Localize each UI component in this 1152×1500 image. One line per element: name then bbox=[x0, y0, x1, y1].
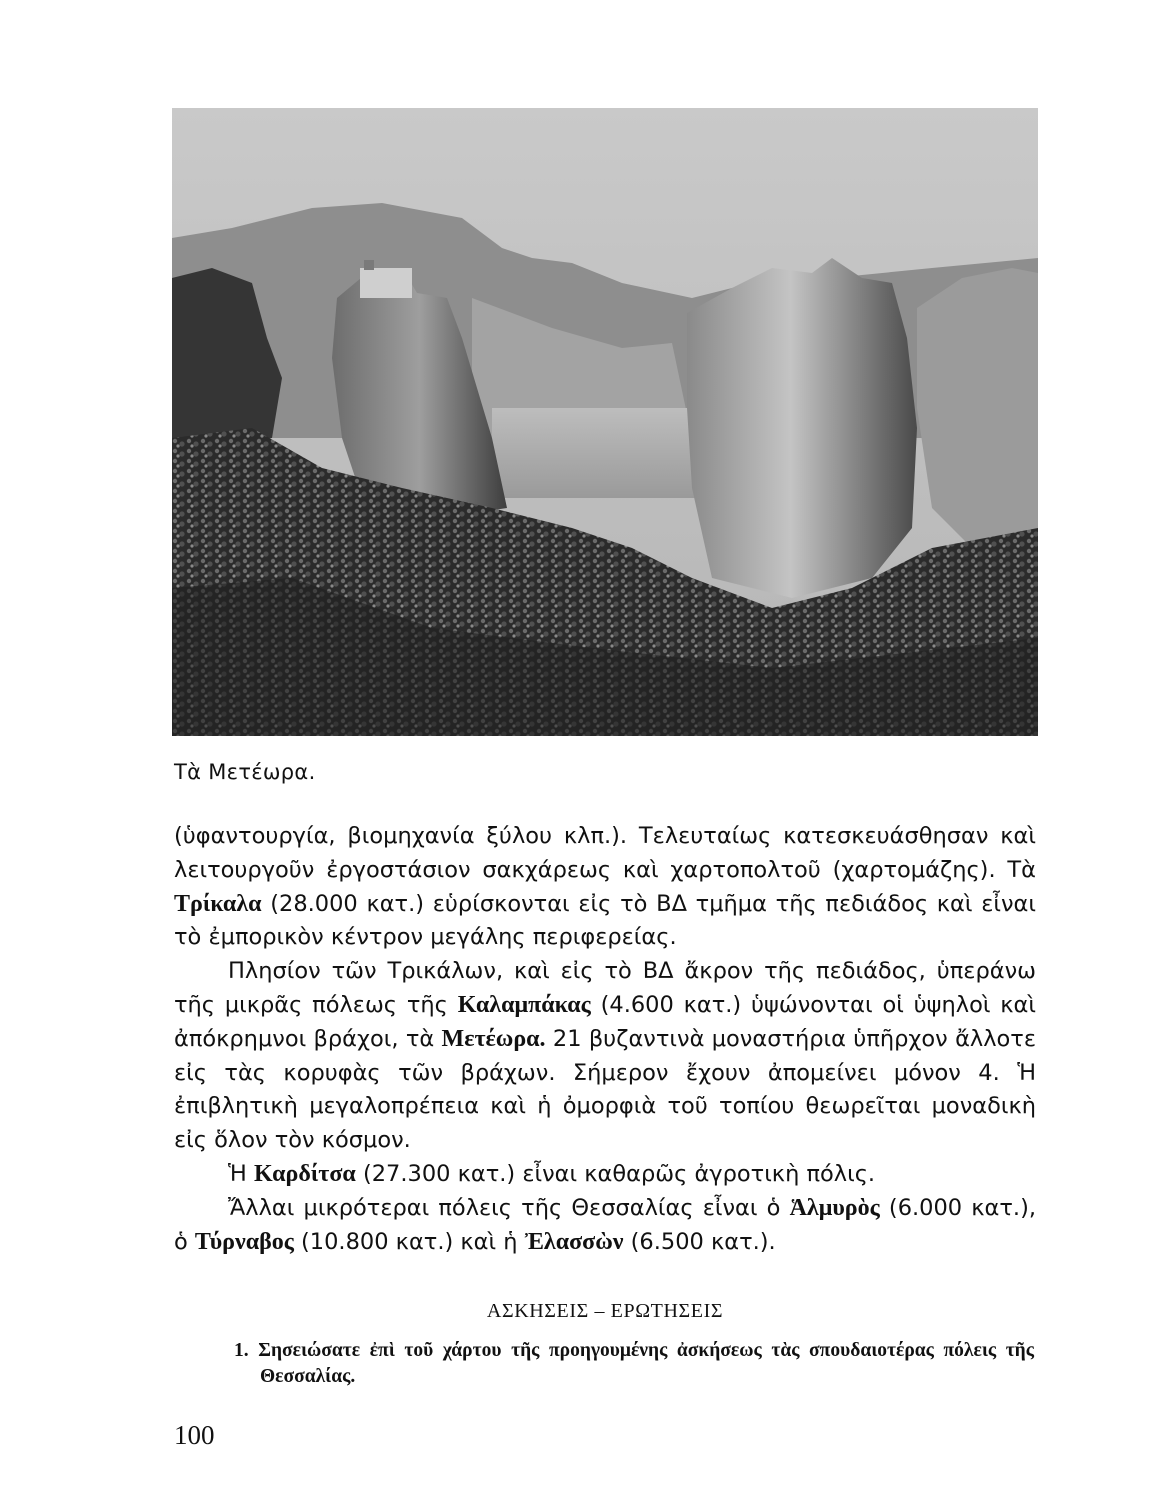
place-name-elassona: Ἐλασσὼν bbox=[524, 1228, 624, 1255]
place-name-karditsa: Καρδίτσα bbox=[253, 1160, 356, 1187]
paragraph-text: (6.000 κατ.), ὁ bbox=[174, 1194, 1036, 1255]
paragraph-meteora bbox=[174, 955, 1036, 1158]
paragraph-text: 21 βυζαντινὰ μοναστήρια ὑπῆρχον ἄλλοτε εἰς τὰς κορυφὰς τῶν βράχων. Σήμερον ἔχουν ἀπομείνει μόνον 4. Ἡ ἐπιβλητικὴ μεγαλοπρέπεια καὶ ἡ ὀμορφιὰ τοῦ τοπίου θεωρεῖται μοναδικὴ εἰς ὅλον τὸν κόσμον. bbox=[174, 1025, 1036, 1154]
paragraph-text: Πλησίον τῶν Τρικάλων, καὶ εἰς τὸ ΒΔ ἄκρον τῆς πεδιάδος, ὑπεράνω τῆς μικρᾶς πόλεως τῆς bbox=[174, 958, 1036, 1018]
exercises-heading: ΑΣΚΗΣΕΙΣ – ΕΡΩΤΗΣΕΙΣ bbox=[486, 1300, 724, 1322]
paragraph-text: (6.500 κατ.). bbox=[623, 1228, 776, 1255]
paragraph-karditsa bbox=[174, 1158, 1036, 1192]
exercise-item bbox=[234, 1338, 1034, 1390]
paragraph-trikala bbox=[174, 820, 1036, 955]
paragraph-text: (27.300 κατ.) εἶναι καθαρῶς ἀγροτικὴ πόλις. bbox=[355, 1160, 876, 1187]
paragraph-text: Ἡ bbox=[228, 1160, 254, 1187]
photo-monastery-building bbox=[360, 268, 412, 298]
photo-rock-far-right bbox=[917, 268, 1038, 548]
place-name-kalampaka: Καλαμπάκας bbox=[457, 991, 591, 1018]
exercise-text: Σησειώσατε ἐπὶ τοῦ χάρτου τῆς προηγουμένης ἀσκήσεως τὰς σπουδαιοτέρας πόλεις τῆς Θεσσαλίας. bbox=[258, 1340, 1034, 1387]
place-name-meteora: Μετέωρα. bbox=[441, 1025, 546, 1052]
paragraph-text: (10.800 κατ.) καὶ ἡ bbox=[293, 1228, 525, 1255]
page-number: 100 bbox=[174, 1420, 215, 1450]
meteora-photograph bbox=[172, 108, 1038, 736]
photo-caption: Τὰ Μετέωρα. bbox=[174, 760, 316, 784]
place-name-tyrnavos: Τύρναβος bbox=[194, 1228, 294, 1255]
photo-valley bbox=[492, 408, 712, 498]
body-text bbox=[174, 820, 1036, 1259]
paragraph-text: (4.600 κατ.) ὑψώνονται οἱ ὑψηλοὶ καὶ ἀπόκρημνοι βράχοι, τὰ bbox=[174, 991, 1037, 1052]
photo-rock-right bbox=[687, 258, 917, 598]
place-name-trikala: Τρίκαλα bbox=[174, 890, 262, 917]
paragraph-text: (ὑφαντουργία, βιομηχανία ξύλου κλπ.). Τελευταίως κατεσκευάσθησαν καὶ λειτουργοῦν ἐργοστάσιον σακχάρεως καὶ χαρτοπολτοῦ (χαρτομάζης). Τὰ bbox=[174, 823, 1036, 883]
exercise-number: 1. bbox=[234, 1340, 249, 1361]
place-name-almyros: Ἁλμυρὸς bbox=[789, 1194, 880, 1221]
photo-drawing bbox=[172, 108, 1038, 736]
paragraph-text: Ἄλλαι μικρότεραι πόλεις τῆς Θεσσαλίας εἶναι ὁ bbox=[228, 1194, 790, 1221]
paragraph-other-cities bbox=[174, 1192, 1036, 1260]
paragraph-text: (28.000 κατ.) εὑρίσκονται εἰς τὸ ΒΔ τμῆμα τῆς πεδιάδος καὶ εἶναι τὸ ἐμπορικὸν κέντρον μεγάλης περιφερείας. bbox=[174, 890, 1036, 951]
